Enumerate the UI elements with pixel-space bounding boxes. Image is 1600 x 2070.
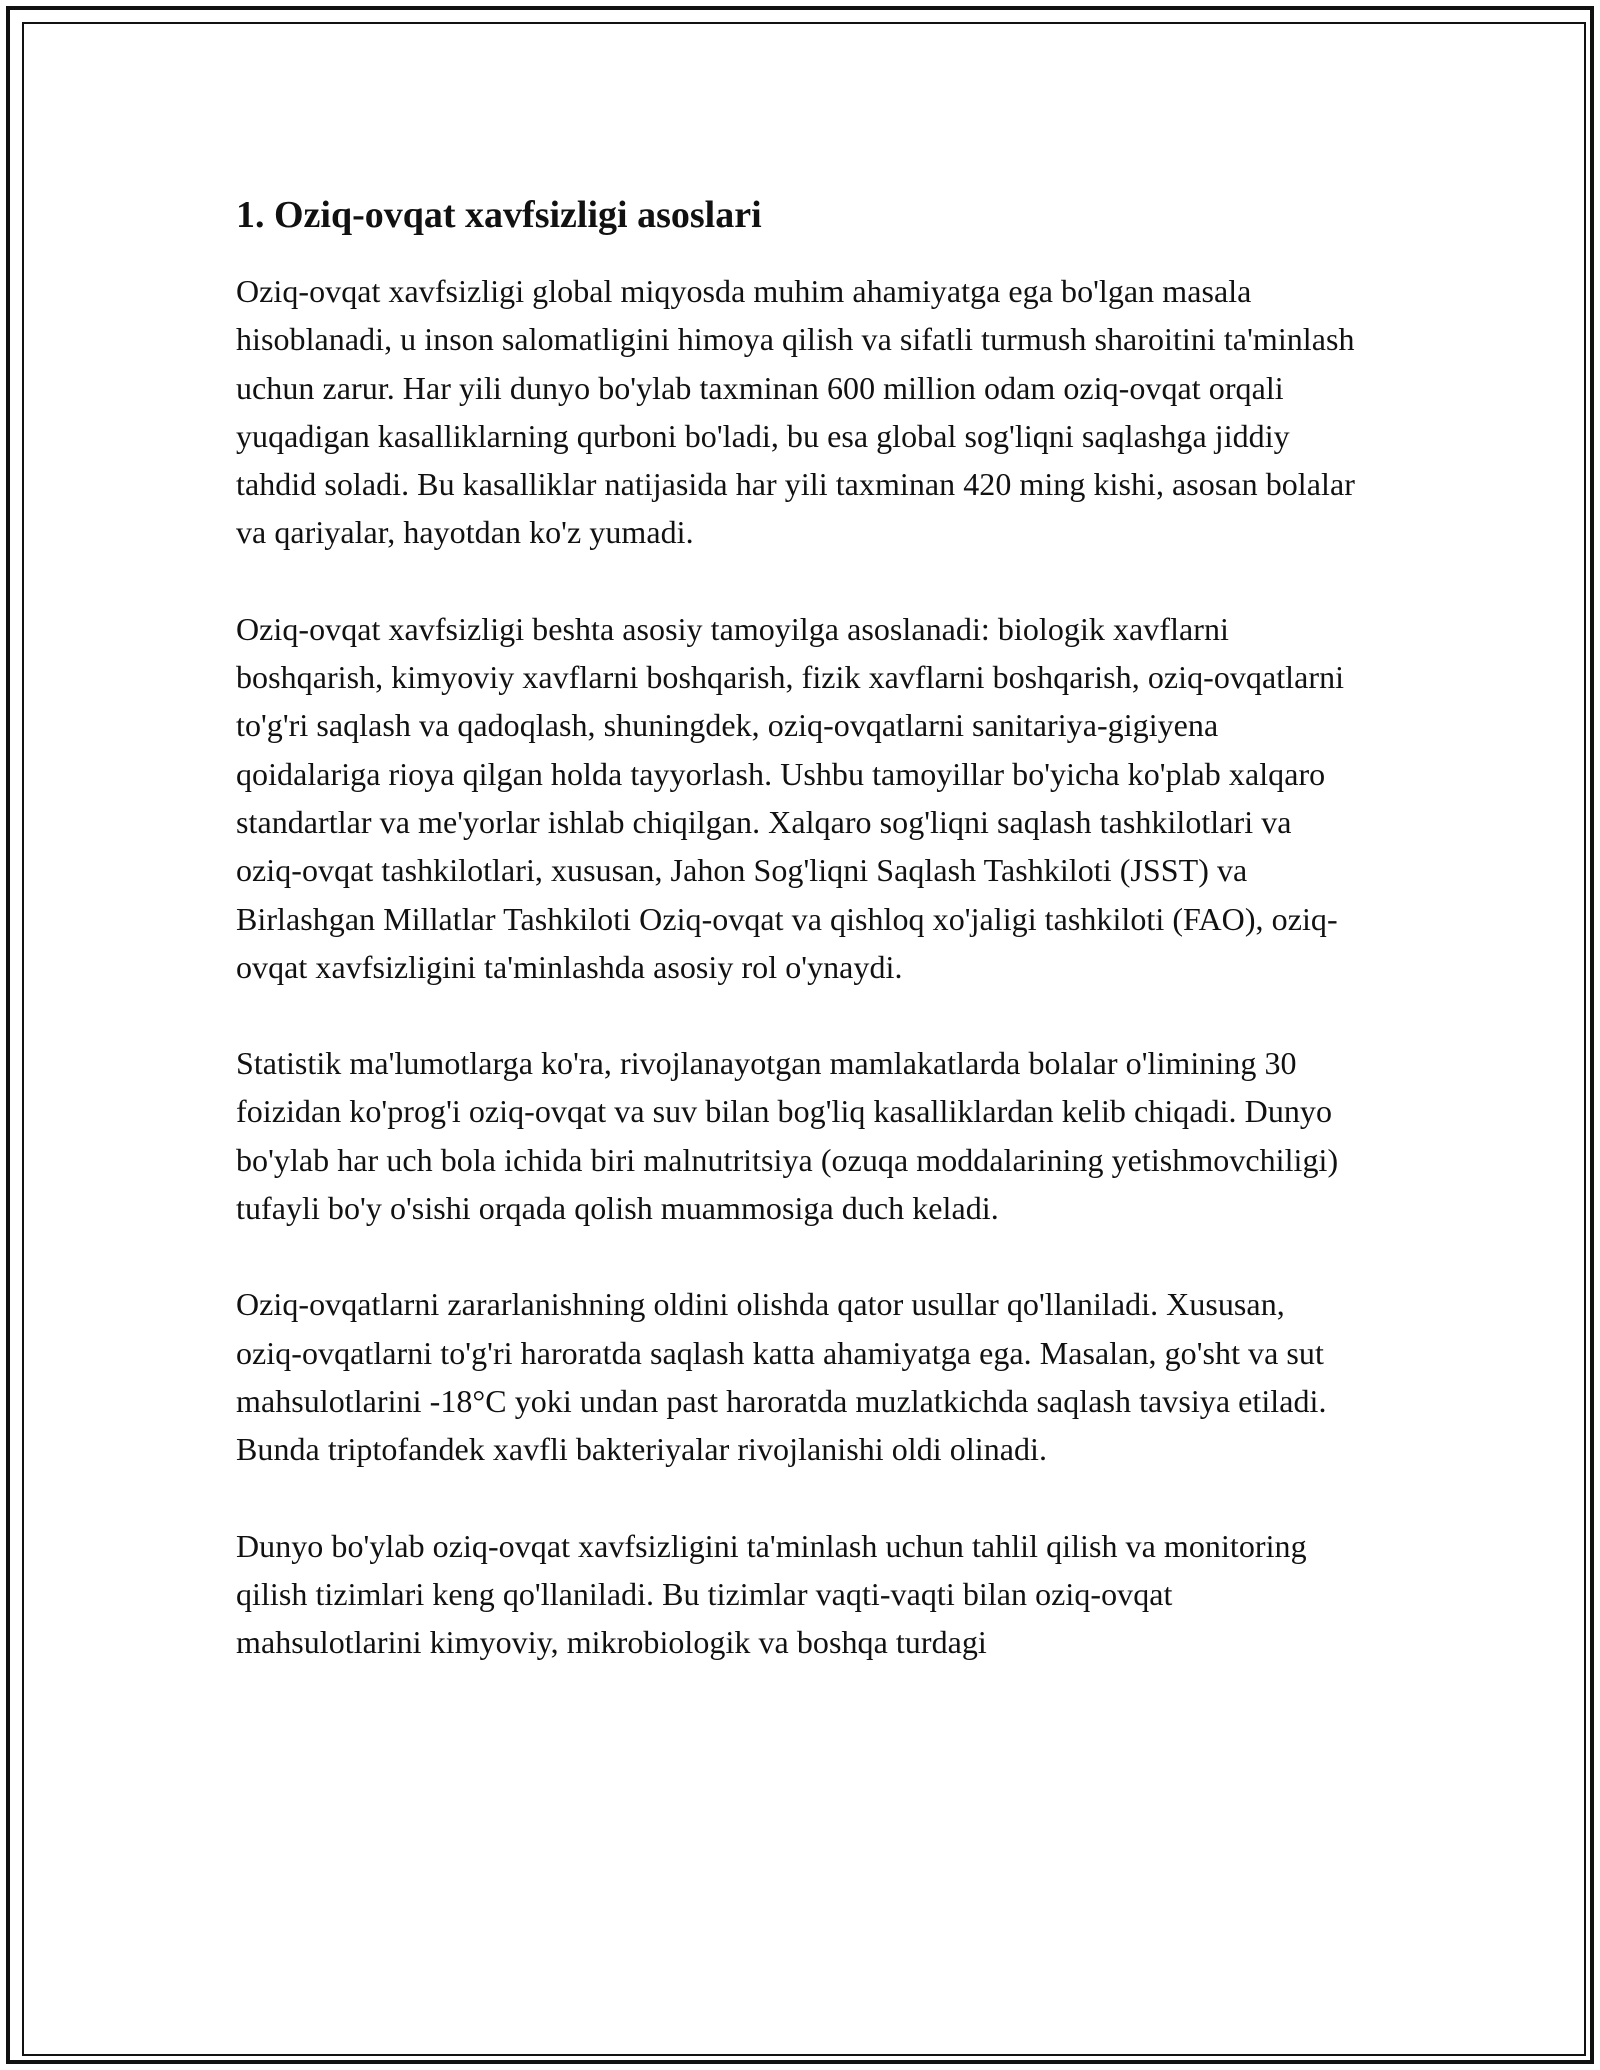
paragraph-4: Oziq-ovqatlarni zararlanishning oldini olishda qator usullar qo'llaniladi. Xususan, oziq-ovqatlarni to'g'ri haroratda saqlash katta ahamiyatga ega. Masalan, go'sht va sut mahsulotlarini -18°C yoki undan past haroratda muzlatkichda saqlash tavsiya etiladi. Bunda triptofandek xavfli bakteriyalar rivojlanishi oldi olinadi. bbox=[236, 1286, 1327, 1468]
document-body bbox=[236, 185, 1356, 1666]
paragraph-2: Oziq-ovqat xavfsizligi beshta asosiy tamoyilga asoslanadi: biologik xavflarni boshqarish, kimyoviy xavflarni boshqarish, fizik xavflarni boshqarish, oziq-ovqatlarni to'g'ri saqlash va qadoqlash, shuningdek, oziq-ovqatlarni sanitariya-gigiyena qoidalariga rioya qilgan holda tayyorlash. Ushbu tamoyillar bo'yicha ko'plab xalqaro standartlar va me'yorlar ishlab chiqilgan. Xalqaro sog'liqni saqlash tashkilotlari va oziq-ovqat tashkilotlari, xususan, Jahon Sog'liqni Saqlash Tashkiloti (JSST) va Birlashgan Millatlar Tashkiloti Oziq-ovqat va qishloq xo'jaligi tashkiloti (FAO), oziq-ovqat xavfsizligini ta'minlashda asosiy rol o'ynaydi. bbox=[236, 610, 1345, 985]
paragraph-1: Oziq-ovqat xavfsizligi global miqyosda muhim ahamiyatga ega bo'lgan masala hisoblanadi, u inson salomatligini himoya qilish va sifatli turmush sharoitini ta'minlash uchun zarur. Har yili dunyo bo'ylab taxminan 600 million odam oziq-ovqat orqali yuqadigan kasalliklarning qurboni bo'ladi, bu esa global sog'liqni saqlashga jiddiy tahdid soladi. Bu kasalliklar natijasida har yili taxminan 420 ming kishi, asosan bolalar va qariyalar, hayotdan ko'z yumadi. bbox=[236, 273, 1355, 551]
paragraph-3: Statistik ma'lumotlarga ko'ra, rivojlanayotgan mamlakatlarda bolalar o'limining 30 foizidan ko'prog'i oziq-ovqat va suv bilan bog'liq kasalliklardan kelib chiqadi. Dunyo bo'ylab har uch bola ichida biri malnutritsiya (ozuqa moddalarining yetishmovchiligi) tufayli bo'y o'sishi orqada qolish muammosiga duch keladi. bbox=[236, 1045, 1339, 1227]
section-heading: 1. Oziq-ovqat xavfsizligi asoslari bbox=[236, 194, 762, 236]
paragraph-5: Dunyo bo'ylab oziq-ovqat xavfsizligini ta'minlash uchun tahlil qilish va monitoring qilish tizimlari keng qo'llaniladi. Bu tizimlar vaqti-vaqti bilan oziq-ovqat mahsulotlarini kimyoviy, mikrobiologik va boshqa turdagi bbox=[236, 1527, 1307, 1661]
